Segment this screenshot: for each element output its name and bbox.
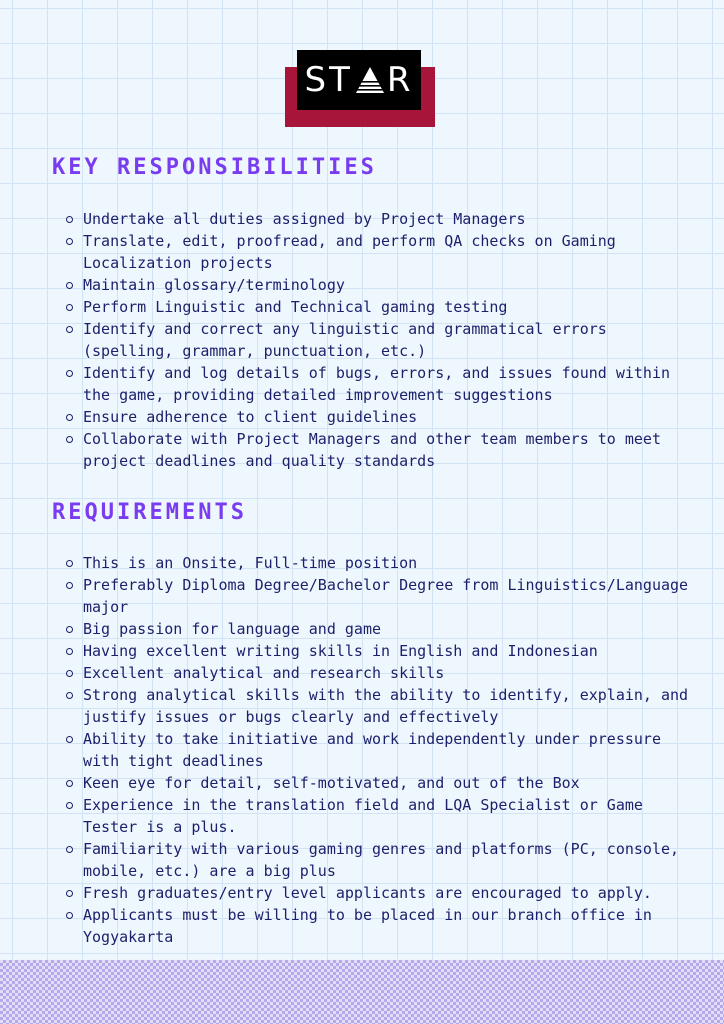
list-item	[62, 684, 702, 728]
bullet-circle-icon	[66, 846, 73, 853]
logo-wordmark	[305, 60, 414, 100]
bullet-circle-icon	[66, 692, 73, 699]
star-logo	[285, 50, 435, 128]
list-item-text: Keen eye for detail, self-motivated, and out of the Box	[83, 774, 580, 792]
logo-box	[297, 50, 421, 110]
list-item	[62, 904, 702, 948]
list-item	[62, 208, 702, 230]
list-item-text: Preferably Diploma Degree/Bachelor Degree from Linguistics/Language major	[83, 576, 689, 616]
bullet-circle-icon	[66, 736, 73, 743]
list-item	[62, 406, 702, 428]
list-item	[62, 882, 702, 904]
bullet-circle-icon	[66, 414, 73, 421]
logo-triangle-icon	[355, 65, 385, 95]
bullet-circle-icon	[66, 780, 73, 787]
bullet-circle-icon	[66, 670, 73, 677]
list-item	[62, 794, 702, 838]
list-item	[62, 662, 702, 684]
key-responsibilities-heading: KEY RESPONSIBILITIES	[52, 155, 377, 180]
list-item	[62, 296, 702, 318]
list-item-text: Identify and log details of bugs, errors, and issues found within the game, providing detailed improvement suggestions	[83, 364, 670, 404]
list-item-text: Translate, edit, proofread, and perform QA checks on Gaming Localization projects	[83, 232, 616, 272]
bullet-circle-icon	[66, 912, 73, 919]
bullet-circle-icon	[66, 626, 73, 633]
list-item-text: Big passion for language and game	[83, 620, 382, 638]
bullet-circle-icon	[66, 370, 73, 377]
list-item	[62, 362, 702, 406]
bullet-circle-icon	[66, 890, 73, 897]
requirements-heading: REQUIREMENTS	[52, 500, 247, 525]
list-item	[62, 728, 702, 772]
list-item-text: Identify and correct any linguistic and grammatical errors (spelling, grammar, punctuation, etc.)	[83, 320, 607, 360]
list-item	[62, 618, 702, 640]
list-item	[62, 274, 702, 296]
list-item-text: Experience in the translation field and LQA Specialist or Game Tester is a plus.	[83, 796, 643, 836]
list-item-text: Ensure adherence to client guidelines	[83, 408, 418, 426]
decorative-pattern-footer	[0, 960, 724, 1024]
list-item	[62, 428, 702, 472]
list-item-text: Perform Linguistic and Technical gaming testing	[83, 298, 508, 316]
list-item-text: This is an Onsite, Full-time position	[83, 554, 418, 572]
list-item	[62, 838, 702, 882]
list-item	[62, 640, 702, 662]
list-item-text: Ability to take initiative and work independently under pressure with tight deadlines	[83, 730, 661, 770]
list-item-text: Strong analytical skills with the ability to identify, explain, and justify issues or bugs clearly and effectively	[83, 686, 689, 726]
bullet-circle-icon	[66, 282, 73, 289]
responsibilities-list	[62, 208, 702, 472]
bullet-circle-icon	[66, 560, 73, 567]
list-item	[62, 230, 702, 274]
list-item-text: Maintain glossary/terminology	[83, 276, 345, 294]
list-item-text: Fresh graduates/entry level applicants are encouraged to apply.	[83, 884, 652, 902]
list-item-text: Undertake all duties assigned by Project Managers	[83, 210, 526, 228]
list-item	[62, 318, 702, 362]
bullet-circle-icon	[66, 648, 73, 655]
list-item	[62, 772, 702, 794]
list-item-text: Having excellent writing skills in English and Indonesian	[83, 642, 598, 660]
bullet-circle-icon	[66, 326, 73, 333]
logo-text-left: ST	[304, 60, 353, 100]
logo-text-right: R	[386, 60, 414, 100]
list-item-text: Collaborate with Project Managers and other team members to meet project deadlines and quality standards	[83, 430, 661, 470]
bullet-circle-icon	[66, 216, 73, 223]
list-item	[62, 552, 702, 574]
list-item-text: Familiarity with various gaming genres and platforms (PC, console, mobile, etc.) are a big plus	[83, 840, 680, 880]
bullet-circle-icon	[66, 238, 73, 245]
bullet-circle-icon	[66, 436, 73, 443]
bullet-circle-icon	[66, 582, 73, 589]
list-item-text: Applicants must be willing to be placed in our branch office in Yogyakarta	[83, 906, 652, 946]
list-item-text: Excellent analytical and research skills	[83, 664, 445, 682]
requirements-list	[62, 552, 702, 948]
bullet-circle-icon	[66, 802, 73, 809]
list-item	[62, 574, 702, 618]
bullet-circle-icon	[66, 304, 73, 311]
